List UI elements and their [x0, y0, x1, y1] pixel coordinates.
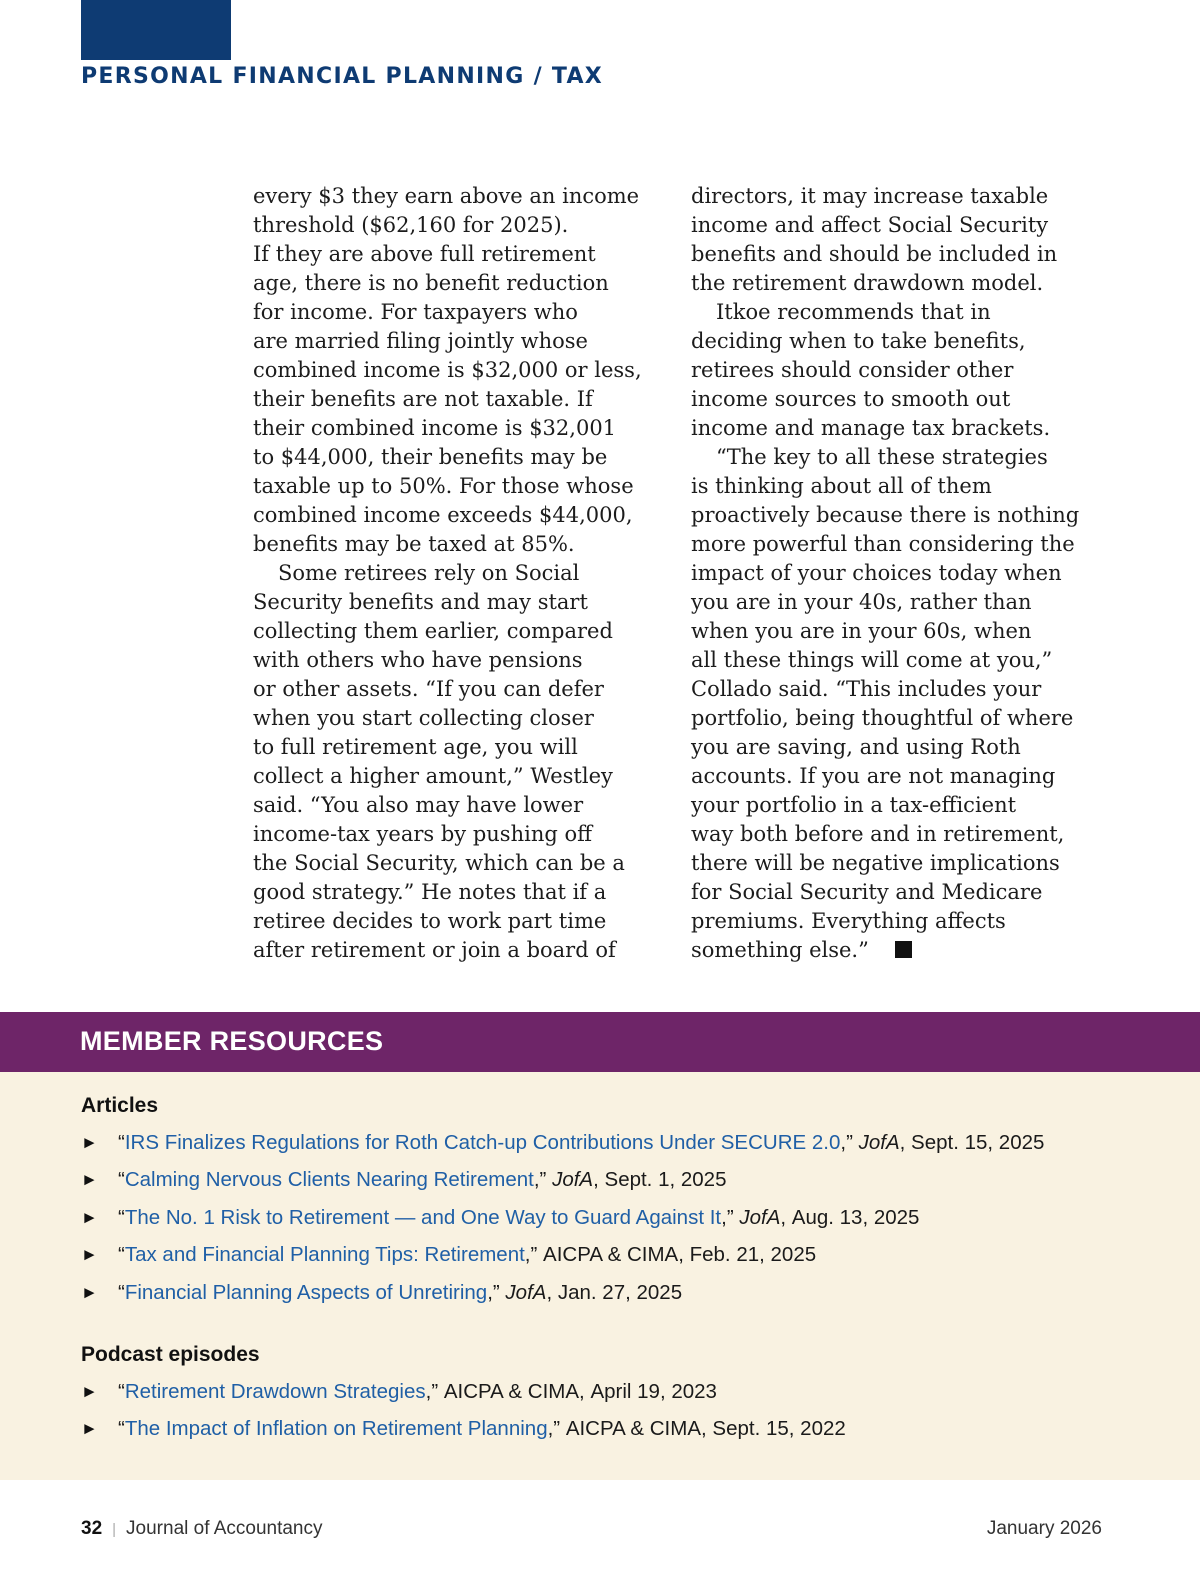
- left_column-line: If they are above full retirement: [253, 242, 596, 266]
- resource-item: ► “ Tax and Financial Planning Tips: Retirement ,” AICPA & CIMA , Feb. 21, 2025: [81, 1243, 817, 1267]
- resource-link[interactable]: Retirement Drawdown Strategies: [124, 1379, 426, 1403]
- resource-date: Sept. 1, 2025: [604, 1168, 727, 1192]
- resource-item: ► “ The No. 1 Risk to Retirement — and One Way to Guard Against It ,” JofA , Aug. 13, 2025: [81, 1205, 920, 1229]
- right_column-line: the retirement drawdown model.: [691, 271, 1044, 295]
- right_column-line: more powerful than considering the: [691, 532, 1075, 556]
- right_column-line: is thinking about all of them: [691, 474, 992, 498]
- podcasts-heading: Podcast episodes: [81, 1343, 260, 1366]
- left_column-line: with others who have pensions: [253, 648, 583, 672]
- left_column-line: taxable up to 50%. For those whose: [253, 474, 634, 498]
- resource-link[interactable]: Tax and Financial Planning Tips: Retirement: [124, 1243, 525, 1267]
- right_column-line: all these things will come at you,”: [691, 648, 1053, 672]
- article-column-right: [691, 182, 1111, 965]
- resource-source: JofA: [505, 1280, 547, 1304]
- right_column-line: directors, it may increase taxable: [691, 184, 1049, 208]
- left_column-line: every $3 they earn above an income: [253, 184, 640, 208]
- right_column-line: income and affect Social Security: [691, 213, 1049, 237]
- resource-date: April 19, 2023: [590, 1379, 717, 1403]
- resource-link[interactable]: Financial Planning Aspects of Unretiring: [124, 1280, 488, 1304]
- left_column-line: for income. For taxpayers who: [253, 300, 578, 324]
- resource-source: AICPA & CIMA: [543, 1243, 679, 1267]
- resource-source: AICPA & CIMA: [565, 1417, 701, 1441]
- left_column-line: Security benefits and may start: [253, 590, 588, 614]
- right_column-line: proactively because there is nothing: [691, 503, 1080, 527]
- resource-link[interactable]: IRS Finalizes Regulations for Roth Catch-up Contributions Under SECURE 2.0: [124, 1130, 841, 1154]
- resource-source: AICPA & CIMA: [443, 1379, 580, 1403]
- right_column-line: benefits and should be included in: [691, 242, 1058, 266]
- left_column-line: income-tax years by pushing off: [253, 822, 593, 846]
- triangle-bullet-icon: ►: [81, 1245, 98, 1265]
- resource-link[interactable]: The Impact of Inflation on Retirement Planning: [124, 1417, 548, 1441]
- resource-source: JofA: [739, 1205, 781, 1229]
- triangle-bullet-icon: ►: [81, 1282, 98, 1302]
- right_column-line: income sources to smooth out: [691, 387, 1011, 411]
- triangle-bullet-icon: ►: [81, 1207, 98, 1227]
- left_column-line: threshold ($62,160 for 2025).: [253, 213, 569, 237]
- member-resources-banner: [0, 1012, 1200, 1072]
- resource-item: ► “ IRS Finalizes Regulations for Roth Catch-up Contributions Under SECURE 2.0 ,” JofA , Sept. 15, 2025: [81, 1130, 1045, 1154]
- resource-source: JofA: [552, 1168, 594, 1192]
- resource-date: Aug. 13, 2025: [791, 1205, 920, 1229]
- header-color-block: [81, 0, 231, 60]
- right_column-line: Collado said. “This includes your: [691, 677, 1042, 701]
- right_column-line: impact of your choices today when: [691, 561, 1062, 585]
- triangle-bullet-icon: ►: [81, 1132, 98, 1152]
- left_column-line: benefits may be taxed at 85%.: [253, 532, 575, 556]
- footer-separator: |: [112, 1521, 117, 1538]
- right_column-line: your portfolio in a tax-efficient: [691, 793, 1017, 817]
- resource-link[interactable]: The No. 1 Risk to Retirement — and One Way to Guard Against It: [124, 1205, 722, 1229]
- left_column-line: age, there is no benefit reduction: [253, 271, 609, 295]
- left_column-line: when you start collecting closer: [253, 706, 594, 730]
- article-column-left: [253, 182, 673, 965]
- left_column-line: collect a higher amount,” Westley: [253, 764, 613, 788]
- right_column-line: portfolio, being thoughtful of where: [691, 706, 1074, 730]
- resource-date: Jan. 27, 2025: [557, 1280, 683, 1304]
- right_column-line: you are saving, and using Roth: [691, 735, 1021, 759]
- left_column-line: said. “You also may have lower: [253, 793, 584, 817]
- resource-source: JofA: [858, 1130, 900, 1154]
- left_column-line: to full retirement age, you will: [253, 735, 578, 759]
- resource-link[interactable]: Calming Nervous Clients Nearing Retirement: [124, 1168, 534, 1192]
- end-of-article-mark-icon: [895, 941, 912, 958]
- left_column-line: after retirement or join a board of: [253, 938, 616, 962]
- resource-item: ► “ Retirement Drawdown Strategies ,” AICPA & CIMA , April 19, 2023: [81, 1379, 717, 1403]
- right_column-line: deciding when to take benefits,: [691, 329, 1026, 353]
- left_column-line: retiree decides to work part time: [253, 909, 607, 933]
- right_column-line: when you are in your 60s, when: [691, 619, 1032, 643]
- right_column-line: premiums. Everything affects: [691, 909, 1006, 933]
- left_column-line: collecting them earlier, compared: [253, 619, 613, 643]
- right_column-line: [691, 936, 1111, 965]
- right_column-line: Itkoe recommends that in: [716, 300, 991, 324]
- left_column-line: combined income is $32,000 or less,: [253, 358, 642, 382]
- left_column-line: are married filing jointly whose: [253, 329, 588, 353]
- right_column-line: way both before and in retirement,: [691, 822, 1065, 846]
- resource-item: ► “ Calming Nervous Clients Nearing Retirement ,” JofA , Sept. 1, 2025: [81, 1168, 727, 1192]
- right_column-line: retirees should consider other: [691, 358, 1014, 382]
- right_column-line-text: something else.”: [691, 938, 869, 962]
- podcasts-list: [81, 1373, 846, 1448]
- articles-heading: Articles: [81, 1094, 159, 1117]
- articles-list: [81, 1124, 1044, 1312]
- left_column-line: their benefits are not taxable. If: [253, 387, 593, 411]
- left_column-line: the Social Security, which can be a: [253, 851, 625, 875]
- resource-date: Sept. 15, 2025: [911, 1130, 1045, 1154]
- resource-date: Sept. 15, 2022: [712, 1417, 846, 1441]
- left_column-line: good strategy.” He notes that if a: [253, 880, 607, 904]
- section-label: PERSONAL FINANCIAL PLANNING / TAX: [81, 64, 604, 89]
- right_column-line: income and manage tax brackets.: [691, 416, 1051, 440]
- left_column-line: their combined income is $32,001: [253, 416, 617, 440]
- footer-left: [81, 1518, 323, 1540]
- resource-item: ► “ Financial Planning Aspects of Unretiring ,” JofA , Jan. 27, 2025: [81, 1280, 683, 1304]
- triangle-bullet-icon: ►: [81, 1381, 98, 1401]
- right_column-line: for Social Security and Medicare: [691, 880, 1043, 904]
- page-number: 32: [81, 1518, 103, 1539]
- right_column-line: there will be negative implications: [691, 851, 1060, 875]
- triangle-bullet-icon: ►: [81, 1170, 98, 1190]
- triangle-bullet-icon: ►: [81, 1419, 98, 1439]
- left_column-line: combined income exceeds $44,000,: [253, 503, 633, 527]
- right_column-line: accounts. If you are not managing: [691, 764, 1056, 788]
- right_column-line: “The key to all these strategies: [716, 445, 1048, 469]
- resource-date: Feb. 21, 2025: [689, 1243, 817, 1267]
- publication-name: Journal of Accountancy: [126, 1518, 323, 1539]
- left_column-line: or other assets. “If you can defer: [253, 677, 604, 701]
- issue-date: January 2026: [986, 1518, 1102, 1539]
- left_column-line: to $44,000, their benefits may be: [253, 445, 608, 469]
- left_column-line: Some retirees rely on Social: [278, 561, 580, 585]
- resource-item: ► “ The Impact of Inflation on Retirement Planning ,” AICPA & CIMA , Sept. 15, 2022: [81, 1417, 846, 1441]
- member-resources-title: MEMBER RESOURCES: [80, 1026, 384, 1056]
- right_column-line: you are in your 40s, rather than: [691, 590, 1032, 614]
